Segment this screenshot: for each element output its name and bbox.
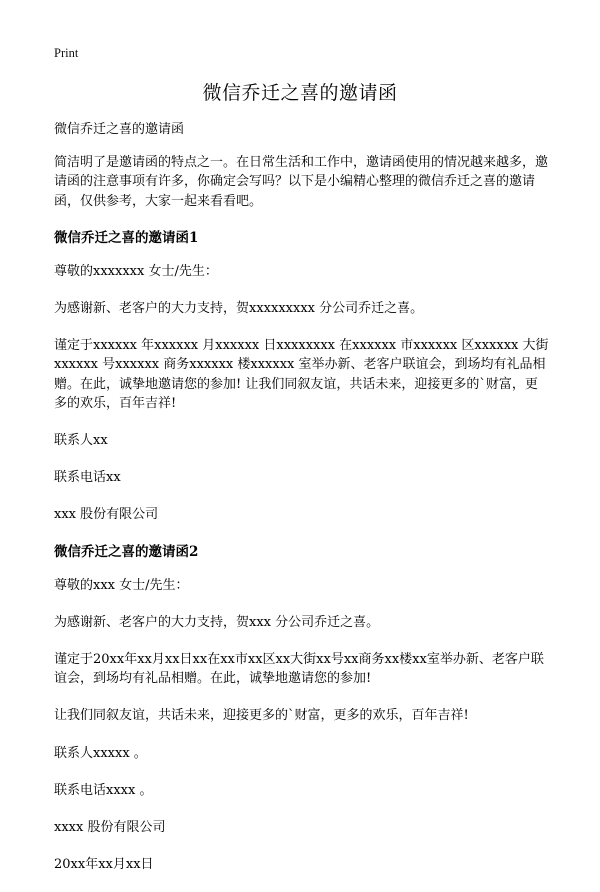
contact-phone: 联系电话xx	[54, 470, 121, 486]
letter-heading: 微信乔迁之喜的邀请函2	[54, 543, 199, 560]
document-body	[54, 120, 550, 892]
contact-person: 联系人xx	[54, 433, 108, 449]
letter-body: 谨定于20xx年xx月xx日xx在xx市xx区xx大街xx号xx商务xx楼xx室举办新、老客户联谊会，到场均有礼品相赠。在此，诚挚地邀请您的参加!	[54, 652, 544, 687]
letter-body: 谨定于xxxxxx 年xxxxxx 月xxxxxx 日xxxxxxxx 在xxxxxx 市xxxxxx 区xxxxxx 大街xxxxxx 号xxxxxx 商务xxxxxx 楼xxxxxx 室举办新、老客户联谊会，到场均有礼品相赠。在此，诚挚地邀请您的参加! 让我们同叙友谊，共话未来，迎接更多的`财富，更多的欢乐，百年吉祥!	[54, 338, 549, 411]
letter-wish: 让我们同叙友谊，共话未来，迎接更多的`财富，更多的欢乐，百年吉祥!	[54, 708, 469, 724]
contact-phone: 联系电话xxxx 。	[54, 782, 153, 798]
print-link[interactable]: Print	[54, 46, 79, 60]
letter-thanks: 为感谢新、老客户的大力支持，贺xxxxxxxxx 分公司乔迁之喜。	[54, 301, 424, 317]
company-name: xxx 股份有限公司	[54, 507, 159, 523]
page-title: 微信乔迁之喜的邀请函	[202, 82, 398, 104]
intro-paragraph: 简洁明了是邀请函的特点之一。在日常生活和工作中，邀请函使用的情况越来越多，邀请函的注意事项有许多，你确定会写吗？以下是小编精心整理的微信乔迁之喜的邀请函，仅供参考，大家一起来看看吧。	[54, 155, 549, 209]
letter-greeting: 尊敬的xxxxxxx 女士/先生：	[54, 263, 218, 279]
letter-heading: 微信乔迁之喜的邀请函1	[54, 229, 199, 246]
letter-1	[54, 229, 550, 525]
article-subtitle: 微信乔迁之喜的邀请函	[54, 122, 185, 137]
letter-thanks: 为感谢新、老客户的大力支持，贺xxx 分公司乔迁之喜。	[54, 614, 380, 630]
contact-person: 联系人xxxxx 。	[54, 745, 147, 761]
letter-date: 20xx年xx月xx日	[54, 857, 154, 873]
company-name: xxxx 股份有限公司	[54, 820, 166, 836]
letter-greeting: 尊敬的xxx 女士/先生：	[54, 577, 189, 593]
letter-2	[54, 543, 550, 875]
